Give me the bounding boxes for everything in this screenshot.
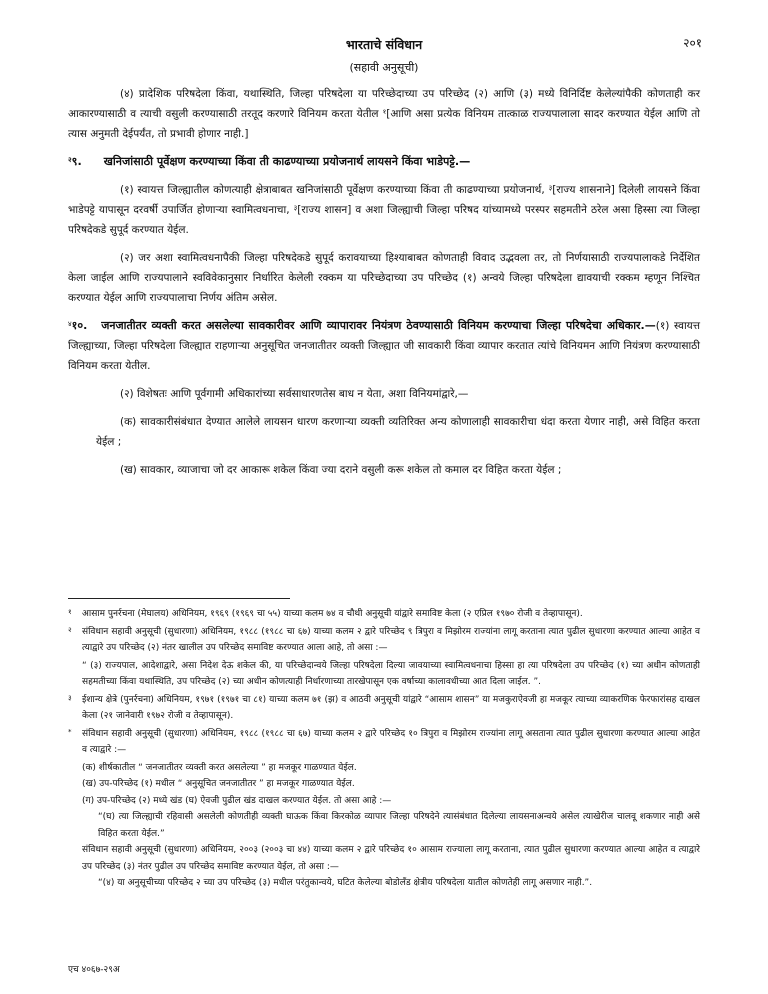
footnote-4-quote-4: “(४) या अनुसूचीच्या परिच्छेद २ च्या उप परिच्छेद (३) मधील परंतुकान्वये, घटित केलेल्या बोडोलँड क्षेत्रीय परिषदेला यातील कोणतेही लागू असणार नाही.”. [98, 878, 593, 888]
footnote-4-item-ka: (क) शीर्षकातील “ जनजातीतर व्यक्ती करत असलेल्या ” हा मजकूर गाळण्यात येईल. [82, 762, 357, 773]
section-10-para-2: (२) विशेषतः आणि पूर्वगामी अधिकारांच्या सर्वसाधारणतेस बाध न येता, अशा विनियमांद्वारे,— [120, 388, 469, 400]
page-title: भारताचे संविधान [345, 37, 423, 52]
footnote-marker: २ [68, 625, 72, 634]
section-title: जनजातीतर व्यक्ती करत असलेल्या सावकारीवर आणि व्यापारावर नियंत्रण ठेवण्यासाठी विनियम करण्याचा जिल्हा परिषदेचा अधिकार.— [101, 319, 656, 332]
paragraph-4 [68, 84, 700, 144]
footnote-4-item-ga: (ग) उप-परिच्छेद (२) मध्ये खंड (घ) ऐवजी पुढील खंड दाखल करण्यात येईल. तो असा आहे :— [82, 795, 392, 806]
footnote-divider [68, 598, 290, 599]
section-10-item-kha: (ख) सावकार, व्याजाचा जो दर आकारू शकेल किंवा ज्या दराने वसुली करू शकेल तो कमाल दर विहित करता येईल ; [120, 464, 562, 476]
page-subtitle: (सहावी अनुसूची) [349, 61, 419, 74]
footnote-text: संविधान सहावी अनुसूची (सुधारणा) अधिनियम, १९८८ (१९८८ चा ६७) याच्या कलम २ द्वारे परिच्छेद ९ त्रिपुरा व मिझोरम राज्यांना लागू करताना त्यात पुढील सुधारणा करण्यात आल्या आहेत व त्याद्वारे उप परिच्छेद (२) नंतर खालील उप परिच्छेद समाविष्ट करण्यात आला आहे, तो असा :— [82, 626, 700, 653]
footnotes [68, 606, 700, 892]
section-9-heading [68, 152, 700, 172]
text-segment: (१) स्वायत्त जिल्ह्यातील कोणत्याही क्षेत्राबाबत खनिजांसाठी पूर्वेक्षण करण्याच्या किंवा ती काढण्याच्या प्रयोजनार्थ, [120, 184, 549, 196]
footnote-4-item-kha: (ख) उप-परिच्छेद (१) मधील “ अनुसूचित जनजातीतर ” हा मजकूर गाळण्यात येईल. [82, 779, 355, 789]
footnote-ref: ३ [548, 184, 553, 192]
footnote-2 [68, 624, 700, 657]
footnote-3 [68, 692, 700, 725]
footnote-4 [68, 726, 700, 759]
section-number: १०. [71, 319, 88, 332]
footnote-marker: १ [68, 608, 72, 616]
footnote-ref: ४ [68, 320, 72, 328]
page-number: २०१ [683, 36, 702, 50]
section-number: ९. [71, 155, 82, 168]
footnote-1 [68, 606, 700, 623]
section-10-item-ka: (क) सावकारीसंबंधात देण्यात आलेले लायसन धारण करणाऱ्या व्यक्ती व्यतिरिक्त अन्य कोणालाही सावकारीचा धंदा करता येणार नाही, असे विहित करता येईल ; [96, 416, 700, 448]
section-10-para-1 [68, 316, 700, 376]
text-segment: [राज्य शासन] व अशा जिल्ह्याची जिल्हा परिषद यांच्यामध्ये परस्पर सहमतीने ठरेल असा हिस्सा त्या जिल्हा परिषदेकडे सुपूर्द करण्यात येईल. [68, 204, 700, 236]
text-segment: (१) स्वायत्त जिल्ह्याच्या, जिल्हा परिषदेला जिल्ह्यात राहणाऱ्या अनुसूचित जनजातीतर व्यक्ती जिल्ह्यात जी सावकारी किंवा व्यापार करतात त्यांचे विनियमन आणि नियंत्रण करण्यासाठी विनियम करता येतील. [68, 320, 701, 372]
footnote-ref: ३ [293, 204, 298, 212]
print-code: एच ४०६७-२९अ [68, 965, 120, 975]
footnote-2-quote: “ (३) राज्यपाल, आदेशाद्वारे, असा निदेश देऊ शकेल की, या परिच्छेदान्वये जिल्हा परिषदेला दिल्या जावयाच्या स्वामित्वधनाचा हिस्सा हा त्या परिषदेला उप परिच्छेद (१) च्या अधीन कोणताही सहमतीच्या किंवा यथास्थिति, उप परिच्छेद (२) च्या अधीन कोणत्याही निर्धारणाच्या तारखेपासून एक वर्षाच्या कालावधीच्या आत दिला जाईल. ”. [82, 660, 700, 687]
section-9-para-2: (२) जर अशा स्वामित्वधनापैकी जिल्हा परिषदेकडे सुपूर्द करावयाच्या हिश्याबाबत कोणताही विवाद उद्भवला तर, तो निर्णयासाठी राज्यपालाकडे निर्देशित केला जाईल आणि राज्यपालाने स्वविवेकानुसार निर्धारित केलेली रक्कम या परिच्छेदाच्या उप परिच्छेद (१) अन्वये जिल्हा परिषदेला द्यावयाची रक्कम म्हणून निश्चित करण्यात येईल आणि राज्यपालाचा निर्णय अंतिम असेल. [68, 252, 700, 304]
main-text [68, 84, 700, 488]
section-title: खनिजांसाठी पूर्वेक्षण करण्याच्या किंवा ती काढण्याच्या प्रयोजनार्थ लायसने किंवा भाडेपट्टे.— [103, 155, 471, 168]
footnote-ref: १ [382, 108, 387, 116]
footnote-4-quote-gha: “(घ) त्या जिल्ह्याची रहिवासी असलेली कोणतीही व्यक्ती घाऊक किंवा किरकोळ व्यापार जिल्हा परिषदेने त्यासंबंधात दिलेल्या लायसनाअन्वये असेल त्याखेरीज चालवू शकणार नाही असे विहित करता येईल.” [98, 812, 700, 839]
footnote-text: संविधान सहावी अनुसूची (सुधारणा) अधिनियम, १९८८ (१९८८ चा ६७) याच्या कलम २ द्वारे परिच्छेद १० त्रिपुरा व मिझोरम राज्यांना लागू असताना त्यात पुढील सुधारणा करण्यात आल्या आहेत व त्याद्वारे :— [82, 728, 700, 755]
section-9-para-1 [68, 180, 700, 240]
paragraph-4-text-after: [आणि असा प्रत्येक विनियम तात्काळ राज्यपालाला सादर करण्यात येईल आणि तो त्यास अनुमती देईपर्यंत, तो प्रभावी होणार नाही.] [68, 108, 700, 140]
footnote-ref: २ [68, 156, 72, 164]
paragraph-4-text: (४) प्रादेशिक परिषदेला किंवा, यथास्थिति, जिल्हा परिषदेला या परिच्छेदाच्या उप परिच्छेद (२) आणि (३) मध्ये विनिर्दिष्ट केलेल्यांपैकी कोणताही कर आकारण्यासाठी व त्याची वसुली करण्यासाठी तरतूद करणारे विनियम करता येतील [68, 88, 700, 120]
footnote-4-text-2003: संविधान सहावी अनुसूची (सुधारणा) अधिनियम, २००३ (२००३ चा ४४) याच्या कलम २ द्वारे परिच्छेद १० आसाम राज्याला लागू करताना, त्यात पुढील सुधारणा करण्यात आल्या आहेत व त्याद्वारे उप परिच्छेद (३) नंतर पुढील उप परिच्छेद समाविष्ट करण्यात येईल, तो असा :— [82, 845, 700, 872]
footnote-marker: ३ [68, 693, 72, 702]
footnote-marker: * [68, 727, 72, 736]
footnote-text: आसाम पुनर्रचना (मेघालय) अधिनियम, १९६९ (१९६९ चा ५५) याच्या कलम ७४ व चौथी अनुसूची यांद्वारे समाविष्ट केला (२ एप्रिल १९७० रोजी व तेव्हापासून). [82, 609, 583, 619]
text-segment: [राज्य शासनाने] दिलेली लायसने किंवा भाडेपट्टे यापासून दरवर्षी उपार्जित होणाऱ्या स्वामित्वधनाचा, [68, 184, 700, 216]
footnote-text: ईशान्य क्षेत्रे (पुनर्रचना) अधिनियम, १९७१ (१९७१ चा ८१) याच्या कलम ७१ (झ) व आठवी अनुसूची यांद्वारे “आसाम शासन” या मजकुराऐवजी हा मजकूर त्याच्या व्याकरणिक फेरफारांसह दाखल केला (२१ जानेवारी १९७२ रोजी व तेव्हापासून). [82, 694, 700, 721]
